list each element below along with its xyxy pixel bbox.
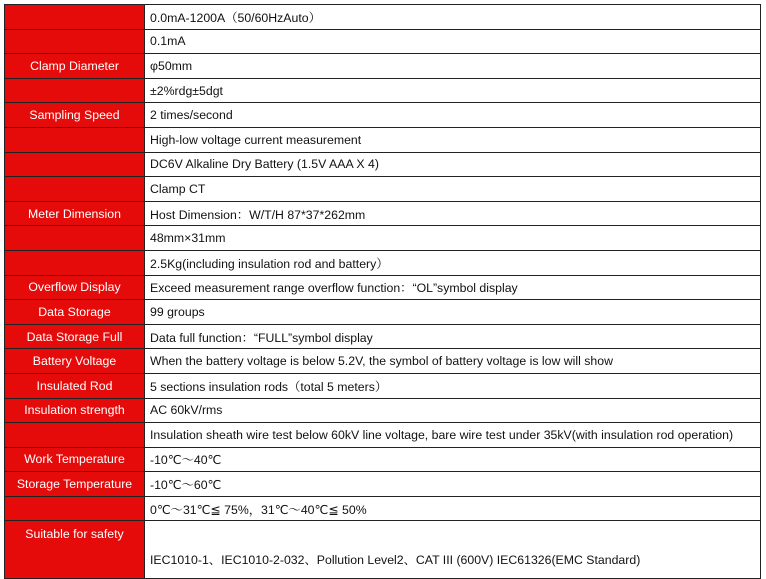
spec-row (5, 324, 761, 349)
spec-label (5, 177, 145, 202)
spec-value: When the battery voltage is below 5.2V, the symbol of battery voltage is low will show (145, 349, 761, 374)
spec-value: -10℃～40℃ (145, 447, 761, 472)
spec-table (4, 4, 761, 579)
spec-label (5, 152, 145, 177)
spec-row (5, 300, 761, 325)
spec-label: Data Storage (5, 300, 145, 325)
spec-row (5, 29, 761, 54)
spec-row (5, 226, 761, 251)
spec-label: Insulation strength (5, 398, 145, 423)
spec-label (5, 127, 145, 152)
spec-value: 0.0mA-1200A（50/60HzAuto） (145, 5, 761, 30)
spec-value: φ50mm (145, 54, 761, 79)
spec-row (5, 496, 761, 521)
spec-value: IEC1010-1、IEC1010-2-032、Pollution Level2、CAT III (600V) IEC61326(EMC Standard) (145, 521, 761, 579)
spec-label: Storage Temperature (5, 472, 145, 497)
spec-row (5, 5, 761, 30)
spec-value: AC 60kV/rms (145, 398, 761, 423)
spec-value: DC6V Alkaline Dry Battery (1.5V AAA X 4) (145, 152, 761, 177)
spec-label: Data Storage Full (5, 324, 145, 349)
spec-value: 0℃～31℃≦ 75%，31℃～40℃≦ 50% (145, 496, 761, 521)
spec-row (5, 177, 761, 202)
spec-row (5, 127, 761, 152)
spec-label (5, 226, 145, 251)
spec-label: Clamp Diameter (5, 54, 145, 79)
spec-value: 2 times/second (145, 103, 761, 128)
spec-label: Meter Dimension (5, 201, 145, 226)
spec-label: Insulated Rod (5, 373, 145, 398)
spec-value: 2.5Kg(including insulation rod and battery） (145, 250, 761, 275)
spec-value: Exceed measurement range overflow function：“OL”symbol display (145, 275, 761, 300)
spec-label: Sampling Speed (5, 103, 145, 128)
spec-label: Suitable for safety (5, 521, 145, 579)
spec-value: 48mm×31mm (145, 226, 761, 251)
spec-label (5, 496, 145, 521)
spec-row (5, 54, 761, 79)
spec-row (5, 275, 761, 300)
spec-label: Battery Voltage (5, 349, 145, 374)
spec-row (5, 103, 761, 128)
spec-label (5, 78, 145, 103)
spec-label: Work Temperature (5, 447, 145, 472)
spec-row (5, 398, 761, 423)
spec-row (5, 78, 761, 103)
spec-value: ±2%rdg±5dgt (145, 78, 761, 103)
spec-value: High-low voltage current measurement (145, 127, 761, 152)
spec-label (5, 5, 145, 30)
spec-value: Insulation sheath wire test below 60kV line voltage, bare wire test under 35kV(with insulation rod operation) (145, 423, 761, 448)
spec-value: 0.1mA (145, 29, 761, 54)
spec-value: -10℃～60℃ (145, 472, 761, 497)
spec-row (5, 152, 761, 177)
spec-label (5, 29, 145, 54)
spec-row (5, 472, 761, 497)
spec-value: Clamp CT (145, 177, 761, 202)
spec-value: Host Dimension：W/T/H 87*37*262mm (145, 201, 761, 226)
spec-label (5, 423, 145, 448)
spec-value: 5 sections insulation rods（total 5 meters） (145, 373, 761, 398)
spec-row (5, 373, 761, 398)
spec-row (5, 521, 761, 579)
spec-label (5, 250, 145, 275)
spec-row (5, 201, 761, 226)
spec-row (5, 349, 761, 374)
spec-value: 99 groups (145, 300, 761, 325)
spec-label: Overflow Display (5, 275, 145, 300)
spec-row (5, 423, 761, 448)
spec-value: Data full function：“FULL”symbol display (145, 324, 761, 349)
spec-row (5, 447, 761, 472)
spec-row (5, 250, 761, 275)
